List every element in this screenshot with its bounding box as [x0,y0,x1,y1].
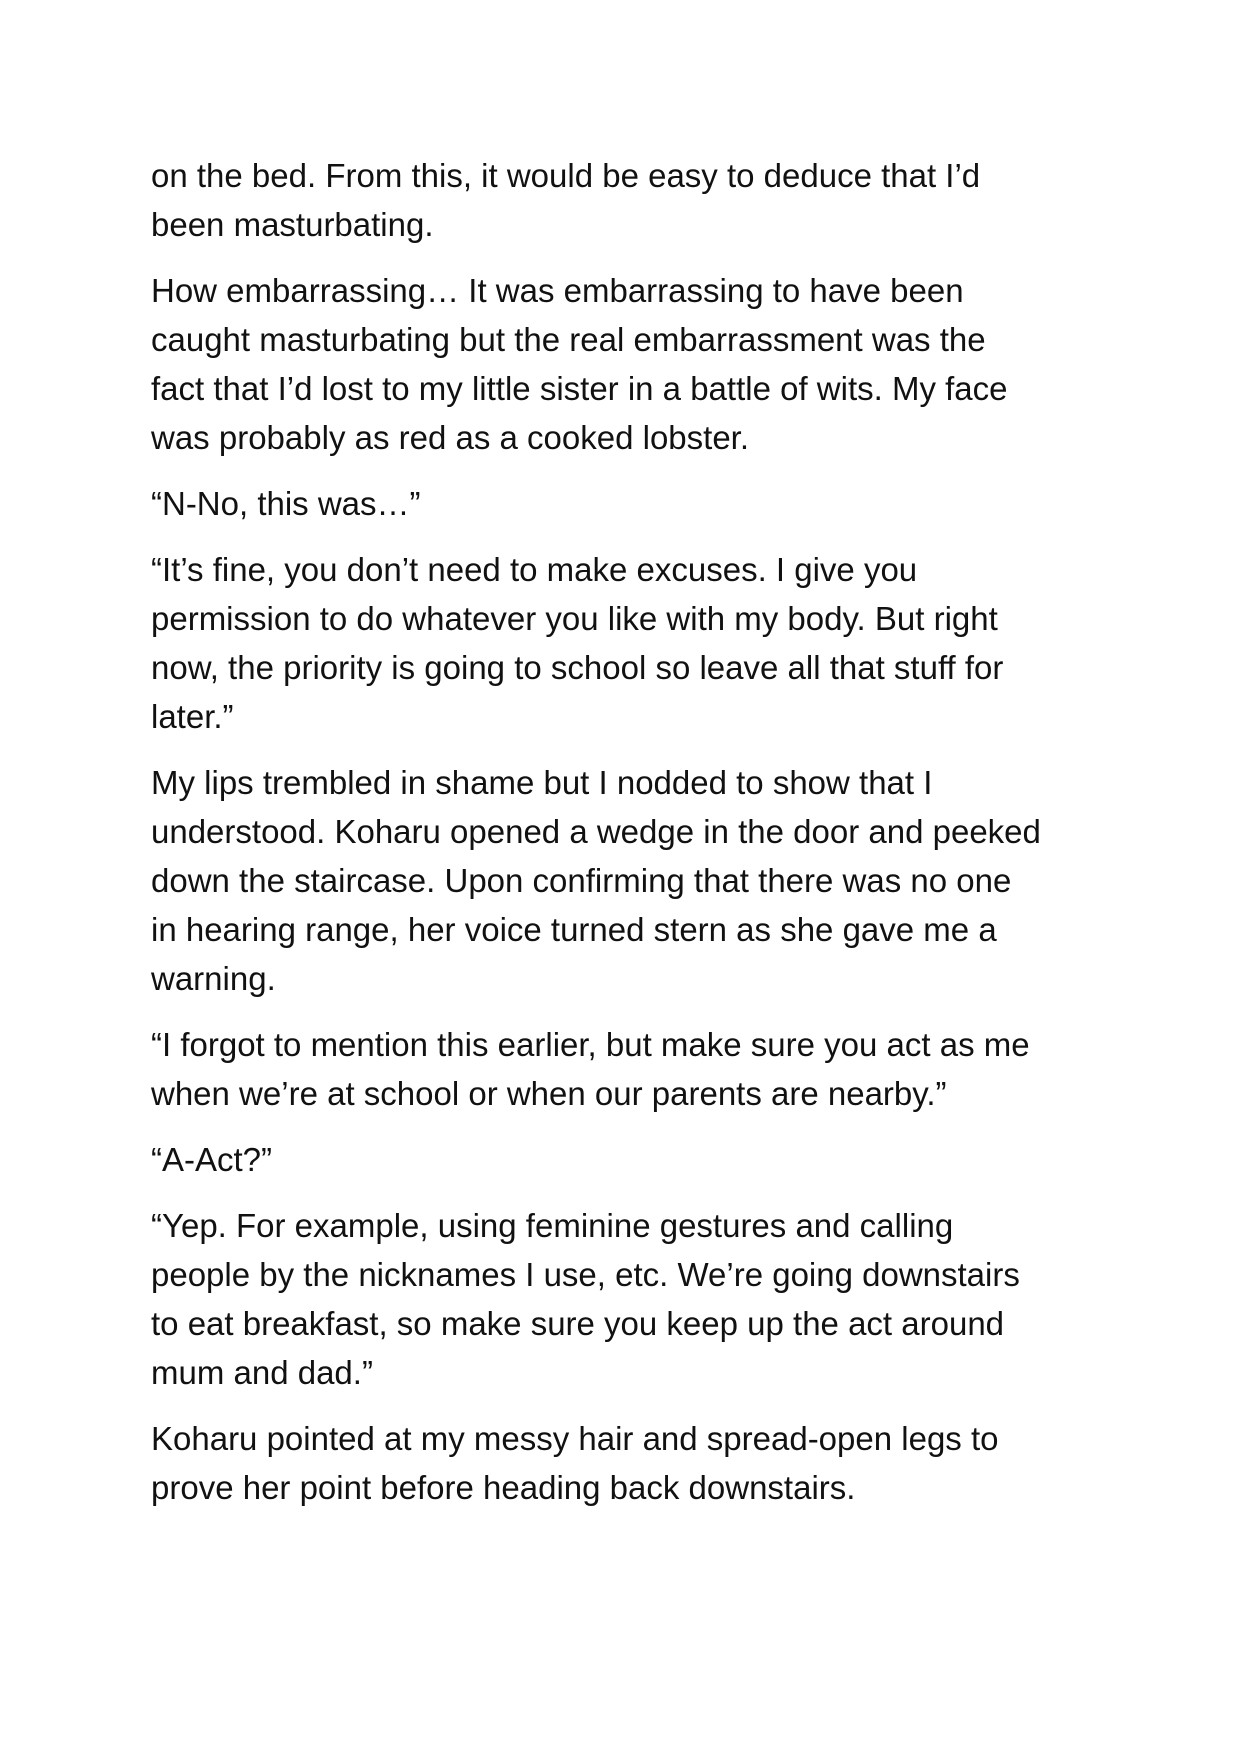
text-line: was probably as red as a cooked lobster. [151,419,750,456]
text-line: caught masturbating but the real embarrassment was the [151,321,986,358]
paragraph [151,545,1111,741]
text-line: Koharu pointed at my messy hair and spread-open legs to [151,1420,999,1457]
paragraph [151,1414,1111,1512]
text-line: when we’re at school or when our parents are nearby.” [151,1075,947,1112]
text-line: later.” [151,698,234,735]
text-line: “Yep. For example, using feminine gestures and calling [151,1207,954,1244]
text-line: down the staircase. Upon confirming that there was no one [151,862,1012,899]
text-line: permission to do whatever you like with my body. But right [151,600,998,637]
text-line: understood. Koharu opened a wedge in the door and peeked [151,813,1041,850]
text-line: now, the priority is going to school so leave all that stuff for [151,649,1004,686]
text-line: “I forgot to mention this earlier, but make sure you act as me [151,1026,1030,1063]
text-line: in hearing range, her voice turned stern as she gave me a [151,911,997,948]
paragraph [151,1020,1111,1118]
paragraph [151,1201,1111,1397]
body-text [151,151,1111,1529]
text-line: “N-No, this was…” [151,485,421,522]
text-line: “A-Act?” [151,1141,273,1178]
paragraph [151,758,1111,1003]
text-line: mum and dad.” [151,1354,373,1391]
text-line: people by the nicknames I use, etc. We’re going downstairs [151,1256,1020,1293]
paragraph [151,266,1111,462]
text-line: prove her point before heading back downstairs. [151,1469,856,1506]
text-line: How embarrassing… It was embarrassing to have been [151,272,964,309]
text-line: to eat breakfast, so make sure you keep up the act around [151,1305,1005,1342]
text-line: My lips trembled in shame but I nodded to show that I [151,764,933,801]
paragraph [151,479,1111,528]
paragraph [151,1135,1111,1184]
text-line: on the bed. From this, it would be easy to deduce that I’d [151,157,981,194]
text-line: fact that I’d lost to my little sister in a battle of wits. My face [151,370,1008,407]
text-line: warning. [151,960,276,997]
text-line: “It’s fine, you don’t need to make excuses. I give you [151,551,918,588]
paragraph [151,151,1111,249]
text-line: been masturbating. [151,206,434,243]
